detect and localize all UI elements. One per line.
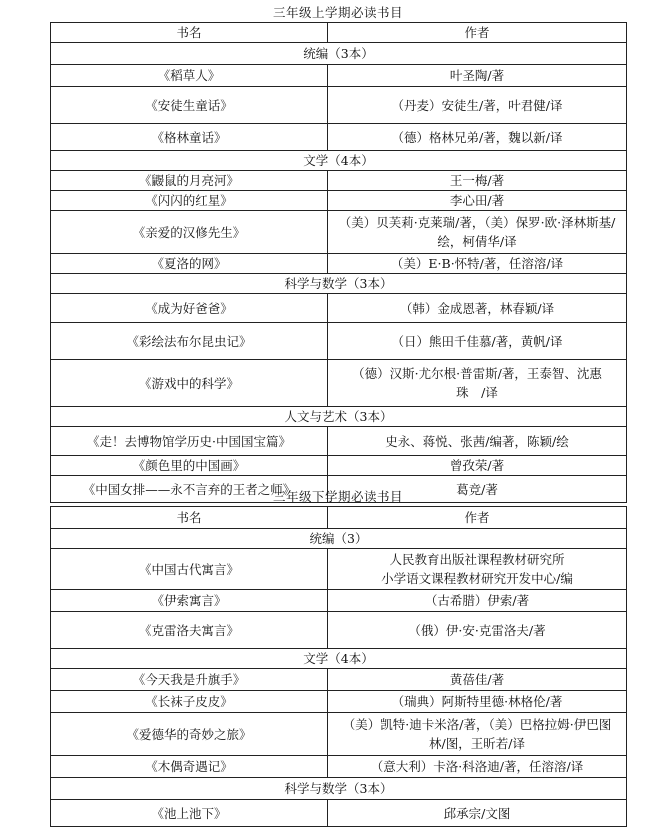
book-author: 曾孜荣/著 <box>328 456 627 476</box>
section-heading: 人文与艺术（3本） <box>51 407 627 427</box>
book-author: （俄）伊·安·克雷洛夫/著 <box>328 612 627 649</box>
header-row <box>51 507 627 529</box>
book-title: 《成为好爸爸》 <box>51 294 328 323</box>
table-row <box>51 171 627 191</box>
book-author: 邱承宗/文图 <box>328 800 627 827</box>
reading-list-first-semester <box>50 4 626 503</box>
column-header-book: 书名 <box>51 507 328 529</box>
book-title: 《中国古代寓言》 <box>51 549 328 590</box>
table-row <box>51 254 627 274</box>
book-title: 《今天我是升旗手》 <box>51 669 328 691</box>
section-heading: 科学与数学（3本） <box>51 274 627 294</box>
book-author: （日）熊田千佳慕/著，黄帆/译 <box>328 323 627 360</box>
section-heading: 文学（4本） <box>51 151 627 171</box>
column-header-author: 作者 <box>328 507 627 529</box>
section-heading: 统编（3） <box>51 529 627 549</box>
list-title: 三年级上学期必读书目 <box>272 5 403 20</box>
section-row <box>51 778 627 800</box>
book-title: 《稻草人》 <box>51 65 328 87</box>
table-row <box>51 590 627 612</box>
table-row <box>51 294 627 323</box>
book-author: （意大利）卡洛·科洛迪/著，任溶溶/译 <box>328 756 627 778</box>
book-title: 《格林童话》 <box>51 124 328 151</box>
section-heading: 文学（4本） <box>51 649 627 669</box>
book-title: 《池上池下》 <box>51 800 328 827</box>
table-row <box>51 124 627 151</box>
section-row <box>51 407 627 427</box>
book-title: 《伊索寓言》 <box>51 590 328 612</box>
list-title: 三年级下学期必读书目 <box>272 489 403 504</box>
book-title: 《安徒生童话》 <box>51 87 328 124</box>
table-row <box>51 669 627 691</box>
book-author: 王一梅/著 <box>328 171 627 191</box>
section-row <box>51 274 627 294</box>
book-title: 《中国女排——永不言弃的王者之师》 <box>51 476 328 503</box>
table-row <box>51 713 627 756</box>
table-row <box>51 427 627 456</box>
column-header-author: 作者 <box>328 23 627 43</box>
table-row <box>51 800 627 827</box>
table-row <box>51 549 627 590</box>
book-title: 《游戏中的科学》 <box>51 360 328 407</box>
table-row <box>51 360 627 407</box>
book-author: （德）格林兄弟/著，魏以新/译 <box>328 124 627 151</box>
table-row <box>51 691 627 713</box>
author-line: 人民教育出版社课程教材研究所 <box>389 552 565 567</box>
book-title: 《闪闪的红星》 <box>51 191 328 211</box>
section-heading: 科学与数学（3本） <box>51 778 627 800</box>
book-author: （美）E·B·怀特/著，任溶溶/译 <box>328 254 627 274</box>
book-author: 史永、蒋悦、张茜/编著，陈颖/绘 <box>328 427 627 456</box>
book-title: 《亲爱的汉修先生》 <box>51 211 328 254</box>
book-author: （德）汉斯·尤尔根·普雷斯/著，王泰智、沈惠珠 /译 <box>328 360 627 407</box>
table-row <box>51 456 627 476</box>
book-title: 《夏洛的网》 <box>51 254 328 274</box>
book-title: 《木偶奇遇记》 <box>51 756 328 778</box>
section-row <box>51 151 627 171</box>
book-title: 《颜色里的中国画》 <box>51 456 328 476</box>
book-author: （美）贝芙莉·克莱瑞/著，（美）保罗·欧·泽林斯基/绘，柯倩华/译 <box>328 211 627 254</box>
table-row <box>51 323 627 360</box>
header-row <box>51 23 627 43</box>
book-author: （瑞典）阿斯特里德·林格伦/著 <box>328 691 627 713</box>
book-author: 葛竞/著 <box>328 476 627 503</box>
table-row <box>51 191 627 211</box>
book-author: （丹麦）安徒生/著，叶君健/译 <box>328 87 627 124</box>
section-row <box>51 529 627 549</box>
table-row <box>51 65 627 87</box>
book-author: （古希腊）伊索/著 <box>328 590 627 612</box>
table-row <box>51 612 627 649</box>
section-heading: 统编（3本） <box>51 43 627 65</box>
table-row <box>51 756 627 778</box>
book-author: （韩）金成恩著，林春颖/译 <box>328 294 627 323</box>
table-row <box>51 87 627 124</box>
book-title: 《克雷洛夫寓言》 <box>51 612 328 649</box>
author-line: 小学语文课程教材研究开发中心/编 <box>381 571 573 586</box>
book-author: 黄蓓佳/著 <box>328 669 627 691</box>
reading-list-second-semester <box>50 488 626 827</box>
book-title: 《鼹鼠的月亮河》 <box>51 171 328 191</box>
column-header-book: 书名 <box>51 23 328 43</box>
table-row <box>51 211 627 254</box>
book-title: 《爱德华的奇妙之旅》 <box>51 713 328 756</box>
book-table <box>50 506 627 827</box>
section-row <box>51 43 627 65</box>
book-author: 叶圣陶/著 <box>328 65 627 87</box>
book-author <box>328 549 627 590</box>
book-title: 《彩绘法布尔昆虫记》 <box>51 323 328 360</box>
book-title: 《走！去博物馆学历史·中国国宝篇》 <box>51 427 328 456</box>
book-author: （美）凯特·迪卡米洛/著，（美）巴格拉姆·伊巴图林/图，王昕若/译 <box>328 713 627 756</box>
book-author: 李心田/著 <box>328 191 627 211</box>
section-row <box>51 649 627 669</box>
book-table <box>50 22 627 503</box>
book-title: 《长袜子皮皮》 <box>51 691 328 713</box>
